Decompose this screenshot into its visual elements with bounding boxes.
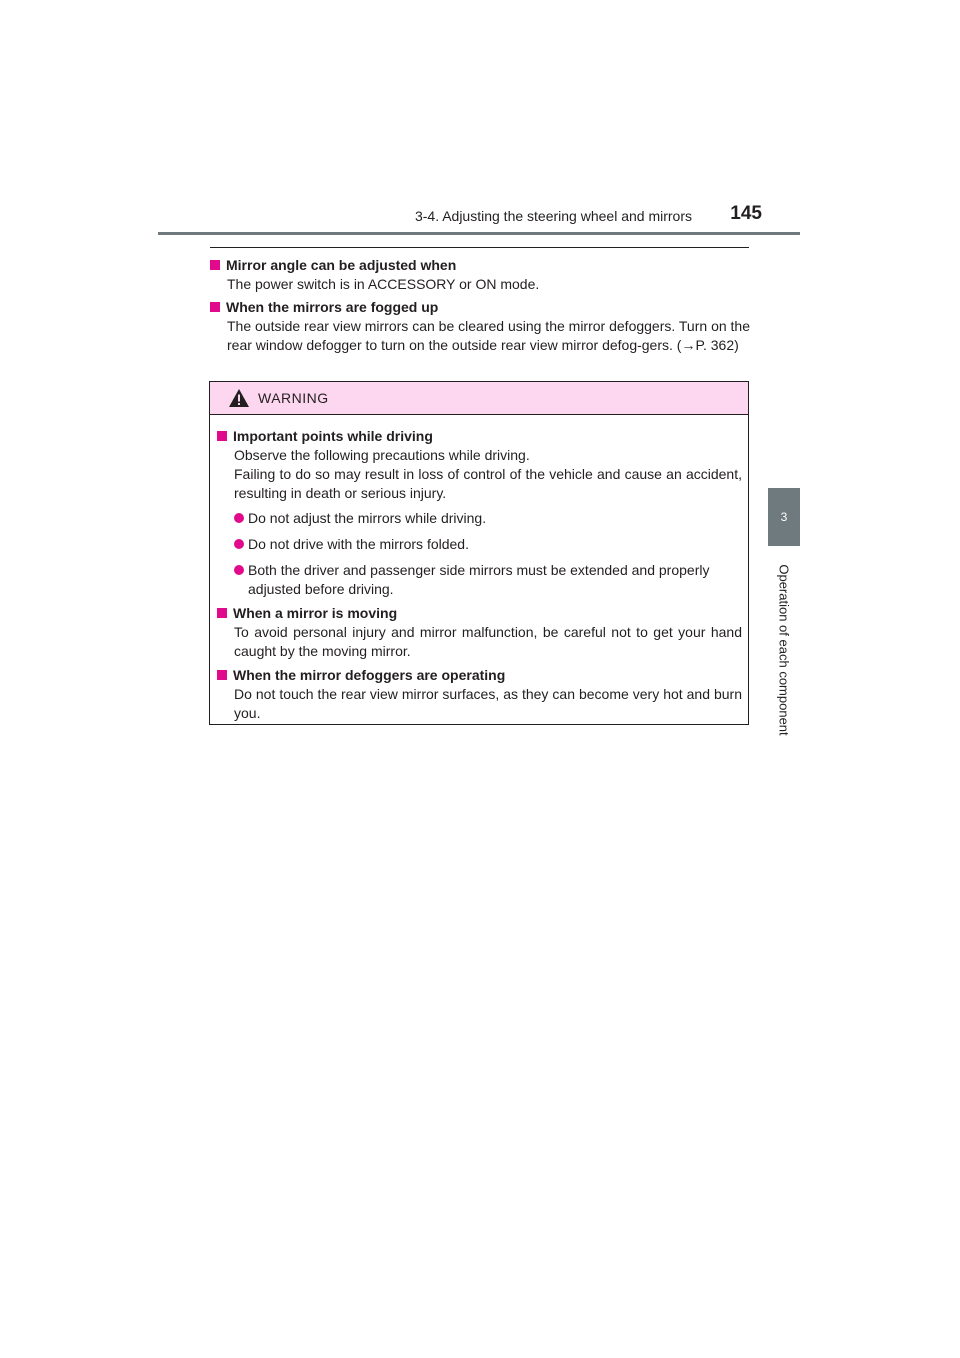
warning-bullet-text: Do not adjust the mirrors while driving. bbox=[248, 510, 487, 526]
main-content bbox=[210, 255, 750, 355]
round-bullet-icon bbox=[234, 565, 244, 575]
warning-section-body: To avoid personal injury and mirror malfunction, be careful not to get your hand caught by the moving mirror. bbox=[234, 624, 742, 659]
square-bullet-icon bbox=[217, 431, 227, 441]
warning-section-body: Do not touch the rear view mirror surfaces, as they can become very hot and burn you. bbox=[234, 686, 742, 721]
warning-title: WARNING bbox=[258, 390, 329, 406]
square-bullet-icon bbox=[217, 608, 227, 618]
warning-bullet bbox=[234, 509, 742, 528]
warning-header bbox=[210, 382, 748, 415]
warning-section-heading bbox=[217, 665, 742, 685]
square-bullet-icon bbox=[217, 670, 227, 680]
item-body: The power switch is in ACCESSORY or ON mode. bbox=[227, 276, 540, 292]
warning-content bbox=[210, 415, 748, 723]
warning-triangle-icon bbox=[228, 388, 250, 408]
chapter-label: Operation of each component bbox=[776, 564, 792, 736]
warning-section bbox=[217, 665, 742, 723]
item-heading-text: Mirror angle can be adjusted when bbox=[226, 257, 457, 273]
square-bullet-icon bbox=[210, 302, 220, 312]
page-number: 145 bbox=[730, 203, 762, 224]
warning-bullet bbox=[234, 535, 742, 554]
square-bullet-icon bbox=[210, 260, 220, 270]
round-bullet-icon bbox=[234, 513, 244, 523]
warning-section bbox=[217, 603, 742, 661]
warning-section-heading bbox=[217, 603, 742, 623]
item-heading bbox=[210, 297, 750, 317]
content-top-rule bbox=[210, 247, 749, 248]
item-body: The outside rear view mirrors can be cleared using the mirror defoggers. Turn on the rear window defogger to turn on the outside rear view mirror defog-gers. (→P. 362) bbox=[227, 318, 750, 353]
round-bullet-icon bbox=[234, 539, 244, 549]
warning-section-body: Observe the following precautions while driving. bbox=[234, 447, 530, 463]
warning-section bbox=[217, 426, 742, 599]
warning-section-body: Failing to do so may result in loss of control of the vehicle and cause an accident, resulting in death or serious injury. bbox=[234, 466, 742, 501]
chapter-number: 3 bbox=[780, 510, 788, 524]
warning-section-heading bbox=[217, 426, 742, 446]
section-title: 3-4. Adjusting the steering wheel and mirrors bbox=[414, 208, 692, 224]
header-rule bbox=[158, 232, 800, 235]
chapter-tab bbox=[768, 488, 800, 546]
warning-box bbox=[209, 381, 749, 725]
warning-section-heading-text: When the mirror defoggers are operating bbox=[233, 667, 506, 683]
warning-bullet-text: Both the driver and passenger side mirrors must be extended and properly adjusted before driving. bbox=[248, 562, 710, 597]
warning-bullet-text: Do not drive with the mirrors folded. bbox=[248, 536, 469, 552]
warning-section-heading-text: When a mirror is moving bbox=[233, 605, 398, 621]
item-heading-text: When the mirrors are fogged up bbox=[226, 299, 439, 315]
warning-section-heading-text: Important points while driving bbox=[233, 428, 433, 444]
item-heading bbox=[210, 255, 750, 275]
warning-bullet bbox=[234, 561, 742, 599]
